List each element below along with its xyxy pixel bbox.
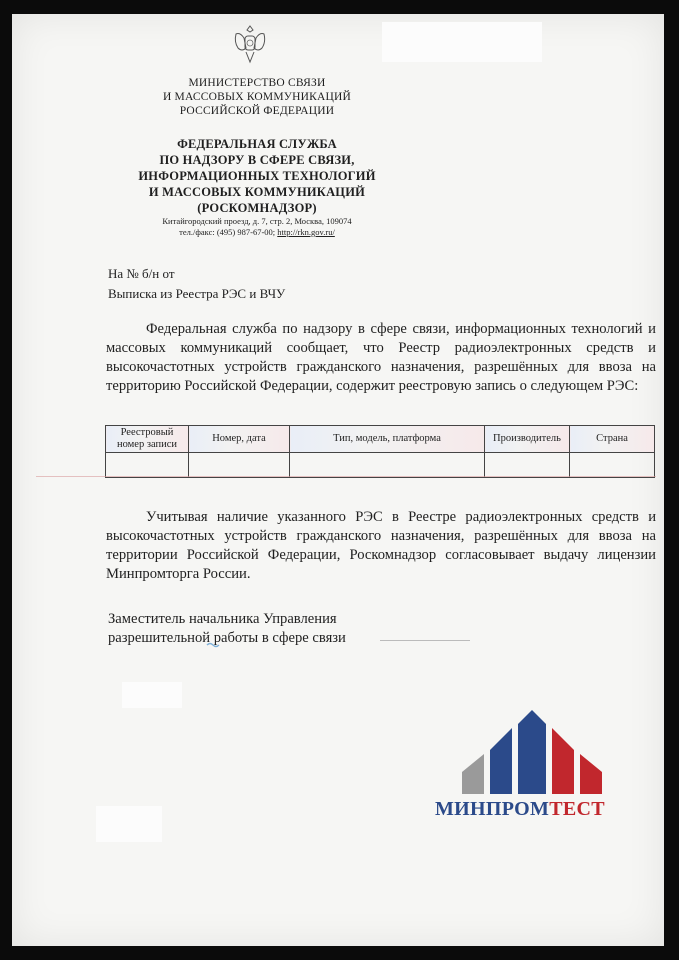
ministry-name: МИНИСТЕРСТВО СВЯЗИ И МАССОВЫХ КОММУНИКАЦИЙ РОССИЙСКОЙ ФЕДЕРАЦИИ [162,77,352,117]
service-name: ФЕДЕРАЛЬНАЯ СЛУЖБА ПО НАДЗОРУ В СФЕРЕ СВЯЗИ, ИНФОРМАЦИОННЫХ ТЕХНОЛОГИЙ И МАССОВЫХ КОММУНИКАЦИЙ (РОСКОМНАДЗОР) [138,137,376,215]
body-paragraph-2: Учитывая наличие указанного РЭС в Реестре радиоэлектронных средств и высокочастотных устройств гражданского назначения, разрешённых для ввоза на территории Российской Федерации, Роскомнадзор согласовывает выдачу лицензии Минпромторга России. [106,509,656,582]
cell-registry-number [106,453,189,478]
document-page [12,14,664,946]
website-link[interactable]: http://rkn.gov.ru/ [277,227,335,237]
logo-wordmark: МИНПРОМТЕСТ [435,798,605,820]
col-manufacturer: Производитель [485,426,570,453]
cell-country [570,453,655,478]
cell-manufacturer [485,453,570,478]
subject-line: Выписка из Реестра РЭС и ВЧУ [108,286,286,301]
redacted-area-left-lower [96,806,162,842]
cell-type-model [290,453,485,478]
redacted-area-left [122,682,182,708]
scan-artifact-line [36,476,656,477]
phone-line: тел./факс: (495) 987-67-00; http://rkn.gov.ru/ [179,227,335,237]
stamp-mark-icon [206,641,220,649]
cell-number-date [189,453,290,478]
col-registry-number: Реестровый номер записи [106,426,189,453]
registry-table [105,425,655,478]
reference-number: На № б/н от [108,266,175,281]
body-paragraph-1: Федеральная служба по надзору в сфере связи, информационных технологий и массовых коммуникаций сообщает, что Реестр радиоэлектронных средств и высокочастотных устройств гражданского назначения, разрешённых для ввоза на территорию Российской Федерации, содержит реестровую запись о следующем РЭС: [106,321,656,394]
contact-info [102,216,412,238]
signatory-title: Заместитель начальника Управления разрешительной работы в сфере связи [108,611,346,646]
table-row [106,453,655,478]
redacted-area-top-right [382,22,542,62]
signature-line [380,640,470,641]
col-number-date: Номер, дата [189,426,290,453]
table-header-row [106,426,655,453]
col-country: Страна [570,426,655,453]
coat-of-arms-icon [230,22,270,68]
col-type-model: Тип, модель, платформа [290,426,485,453]
postal-address: Китайгородский проезд, д. 7, стр. 2, Москва, 109074 [162,216,352,226]
